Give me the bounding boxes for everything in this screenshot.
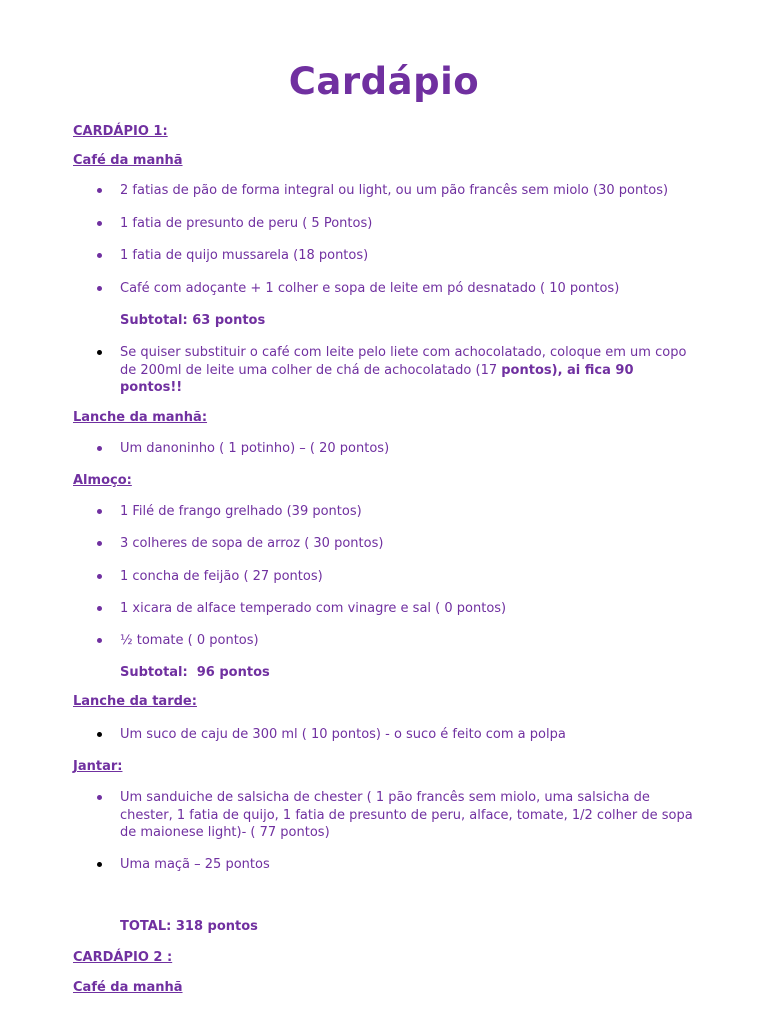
list-item: ½ tomate ( 0 pontos) <box>120 632 700 650</box>
list-item: 3 colheres de sopa de arroz ( 30 pontos) <box>120 535 700 553</box>
jantar-heading: Jantar: <box>73 759 123 774</box>
lanche-da-tarde-heading: Lanche da tarde: <box>73 694 197 709</box>
cardapio-1-heading: CARDÁPIO 1: <box>73 124 168 139</box>
cafe-da-manha-heading: Café da manhã <box>73 153 183 168</box>
list-item: 1 fatia de presunto de peru ( 5 Pontos) <box>120 215 700 233</box>
list-item: Uma maçã – 25 pontos <box>120 856 700 874</box>
list-item: 1 concha de feijão ( 27 pontos) <box>120 568 700 586</box>
list-item: 1 xicara de alface temperado com vinagre e sal ( 0 pontos) <box>120 600 700 618</box>
lanche-da-manha-heading: Lanche da manhã: <box>73 410 208 425</box>
cardapio-2-heading: CARDÁPIO 2 : <box>73 950 173 965</box>
substitution-note <box>120 344 700 397</box>
list-item: 2 fatias de pão de forma integral ou light, ou um pão francês sem miolo (30 pontos) <box>120 182 700 200</box>
subtotal-almoco: Subtotal: 96 pontos <box>120 665 270 680</box>
list-item: 1 fatia de quijo mussarela (18 pontos) <box>120 247 700 265</box>
almoco-heading: Almoço: <box>73 473 132 488</box>
cafe-da-manha-heading-2: Café da manhã <box>73 980 183 995</box>
subtotal-cafe: Subtotal: 63 pontos <box>120 313 266 328</box>
note-text: Se quiser substituir o café com leite pelo liete com achocolatado, coloque em um copo de 200ml de leite uma colher de chá de achocolatado (17 <box>120 345 687 378</box>
list-item: Café com adoçante + 1 colher e sopa de leite em pó desnatado ( 10 pontos) <box>120 280 700 298</box>
page-title: Cardápio <box>288 60 480 103</box>
list-item: Um suco de caju de 300 ml ( 10 pontos) - o suco é feito com a polpa <box>120 726 700 744</box>
list-item: Um danoninho ( 1 potinho) – ( 20 pontos) <box>120 440 700 458</box>
list-item: 1 Filé de frango grelhado (39 pontos) <box>120 503 700 521</box>
total: TOTAL: 318 pontos <box>120 919 258 934</box>
note-bold-text: pontos), ai fica 90 pontos!! <box>120 362 634 395</box>
list-item: Um sanduiche de salsicha de chester ( 1 pão francês sem miolo, uma salsicha de chester, 1 fatia de quijo, 1 fatia de presunto de peru, alface, tomate, 1/2 colher de sopa de maionese light)- ( 77 pontos) <box>120 789 700 842</box>
